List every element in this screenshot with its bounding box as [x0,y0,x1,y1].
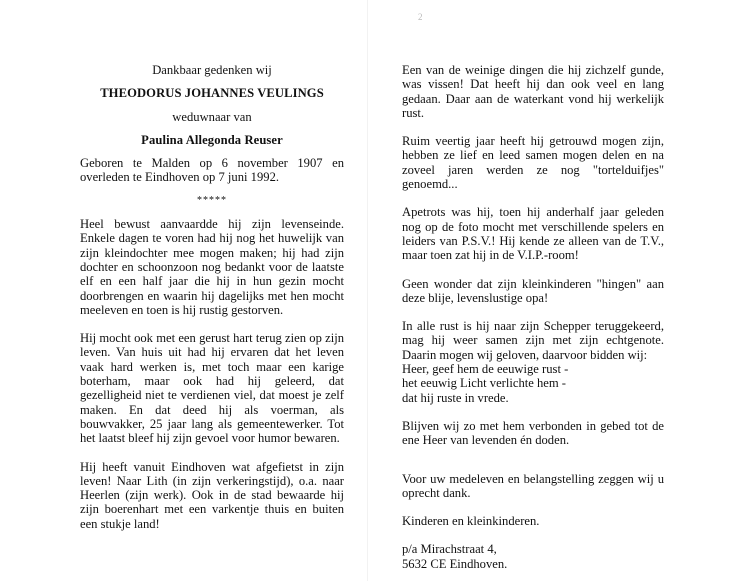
paragraph-rest: In alle rust is hij naar zijn Schepper teruggekeerd, mag hij weer samen zijn met zijn echtgenote. Daarin mogen wij geloven, daarvoor bidden wij: [402,319,664,362]
widower-line: weduwnaar van [172,109,252,124]
signoff: Kinderen en kleinkinderen. [402,514,540,529]
address-block [402,542,664,571]
thanks-paragraph: Voor uw medeleven en belangstelling zeggen wij u oprecht dank. [402,471,664,500]
stars-divider: ***** [197,194,227,206]
prayer-line: dat hij ruste in vrede. [402,390,509,405]
paragraph-psv: Apetrots was hij, toen hij anderhalf jaar geleden nog op de foto mocht met verschillende spelers en leiders van P.S.V.! Hij kende ze alleen van de T.V., maar toen zat hij in de V.I.P.-room! [402,205,664,263]
prayer-block [402,319,664,405]
paragraph-3: Hij heeft vanuit Eindhoven wat afgefietst in zijn leven! Naar Lith (in zijn verkeringstijd), o.a. naar Heerlen (zijn werk). Ook in de stad bewaarde hij zijn boerenhart met een varkentje thuis en buiten een stukje land! [80,459,344,531]
right-column [402,63,664,571]
address-line: 5632 CE Eindhoven. [402,556,508,571]
prayer-line: het eeuwig Licht verlichte hem - [402,376,567,391]
address-line: p/a Mirachstraat 4, [402,542,497,557]
center-fold [367,0,368,581]
paragraph-marriage: Ruim veertig jaar heeft hij getrouwd mogen zijn, hebben ze lief en leed samen mogen delen en na zoveel jaren werden ze nog "tortelduifjes" genoemd... [402,134,664,192]
left-column [80,63,344,531]
paragraph-2: Hij mocht ook met een gerust hart terug zien op zijn leven. Van huis uit had hij ervaren dat het leven vaak hard werken is, met toch maar een karige boterham, maar ook had hij geleerd, dat gezelligheid niet te verdienen viel, dat moest je zelf maken. En dat deed hij als voerman, als bouwvakker, 25 jaar lang als gemeentewerker. Tot het laatst bleef hij zijn gevoel voor humor bewaren. [80,331,344,446]
paragraph-1: Heel bewust aanvaardde hij zijn levenseinde. Enkele dagen te voren had hij nog het huwelijk van zijn kleindochter mee mogen maken; hij had zijn dochter en schoonzoon nog bedankt voor de laatste elf en een half jaar die hij in hun gezin mocht doorbrengen en waarin hij dagelijks met hen mocht meeleven en toen is hij rustig gestorven. [80,217,344,317]
paragraph-fishing: Een van de weinige dingen die hij zichzelf gunde, was vissen! Dat heeft hij dan ook veel en lang gedaan. Daar aan de waterkant vond hij werkelijk rust. [402,63,664,120]
page-number: 2 [418,12,423,22]
intro-line: Dankbaar gedenken wij [152,63,272,77]
prayer-line: Heer, geef hem de eeuwige rust - [402,362,569,377]
paragraph-grandchildren: Geen wonder dat zijn kleinkinderen "hingen" aan deze blije, levenslustige opa! [402,276,664,305]
deceased-name: THEODORUS JOHANNES VEULINGS [100,86,324,101]
paragraph-connected: Blijven wij zo met hem verbonden in gebed tot de ene Heer van levenden én doden. [402,418,664,448]
birth-death-paragraph: Geboren te Malden op 6 november 1907 en overleden te Eindhoven op 7 juni 1992. [80,156,344,185]
spouse-name: Paulina Allegonda Reuser [141,132,283,147]
